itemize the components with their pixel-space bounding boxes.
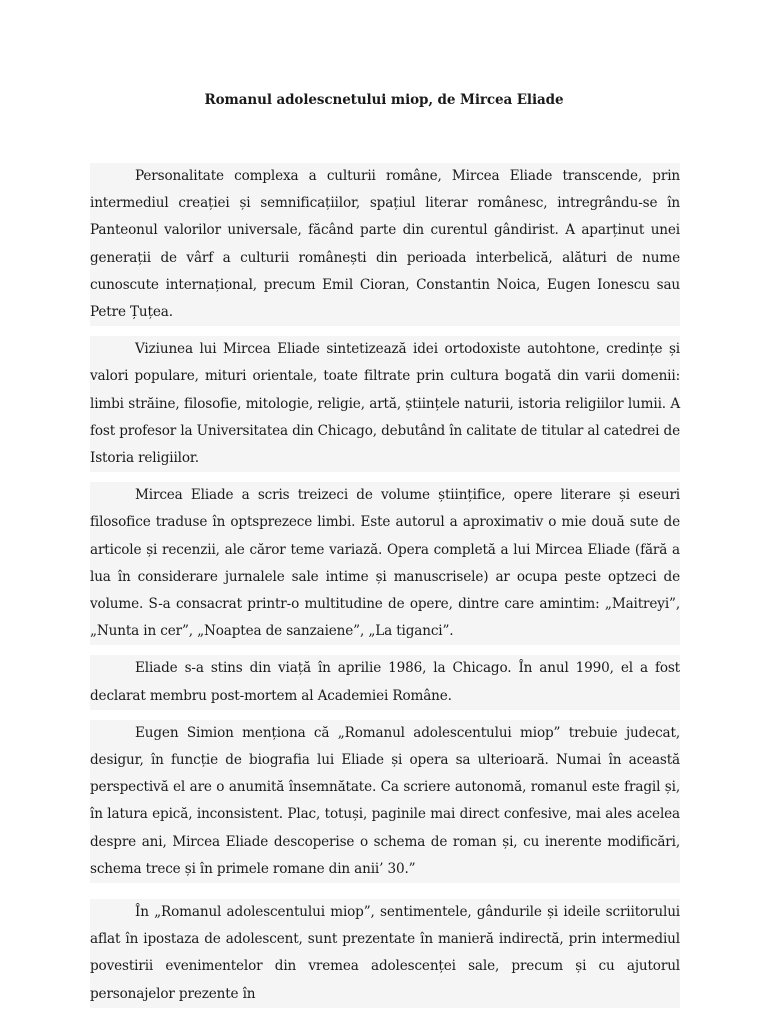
paragraph-6: În „Romanul adolescentului miop”, sentimentele, gândurile și ideile scriitorului aflat în ipostaza de adolescent, sunt prezentate în manieră indirectă, prin intermediul povestirii evenimentelor din vremea adolescenței sale, precum și cu ajutorul personajelor prezente în <box>90 899 680 1008</box>
paragraph-1: Personalitate complexa a culturii române, Mircea Eliade transcende, prin intermediul creației și semnificațiilor, spațiul literar românesc, intregrându-se în Panteonul valorilor universale, făcând parte din curentul gândirist. A aparținut unei generații de vârf a culturii românești din perioada interbelică, alături de nume cunoscute internațional, precum Emil Cioran, Constantin Noica, Eugen Ionescu sau Petre Țuțea. <box>90 163 680 326</box>
document-title: Romanul adolescnetului miop, de Mircea Eliade <box>204 92 564 108</box>
paragraph-5: Eugen Simion menționa că „Romanul adolescentului miop” trebuie judecat, desigur, în funcție de biografia lui Eliade și opera sa ulterioară. Numai în această perspectivă el are o anumită însemnătate. Ca scriere autonomă, romanul este fragil și, în latura epică, inconsistent. Plac, totuși, paginile mai direct confesive, mai ales acelea despre ani, Mircea Eliade descoperise o schema de roman și, cu inerente modificări, schema trece și în primele romane din anii’ 30.” <box>90 720 680 883</box>
paragraph-3: Mircea Eliade a scris treizeci de volume științifice, opere literare și eseuri filosofice traduse în optsprezece limbi. Este autorul a aproximativ o mie două sute de articole și recenzii, ale căror teme variază. Opera completă a lui Mircea Eliade (fără a lua în considerare jurnalele sale intime și manuscrisele) ar ocupa peste optzeci de volume. S-a consacrat printr-o multitudine de opere, dintre care amintim: „Maitreyi”, „Nunta in cer”, „Noaptea de sanzaiene”, „La tiganci”. <box>90 482 680 645</box>
paragraph-2: Viziunea lui Mircea Eliade sintetizează idei ortodoxiste autohtone, credințe și valori populare, mituri orientale, toate filtrate prin cultura bogată din varii domenii: limbi străine, filosofie, mitologie, religie, artă, științele naturii, istoria religiilor lumii. A fost profesor la Universitatea din Chicago, debutând în calitate de titular al catedrei de Istoria religiilor. <box>90 336 680 472</box>
document-body <box>90 163 680 1008</box>
paragraph-4: Eliade s-a stins din viață în aprilie 1986, la Chicago. În anul 1990, el a fost declarat membru post-mortem al Academiei Române. <box>90 655 680 709</box>
